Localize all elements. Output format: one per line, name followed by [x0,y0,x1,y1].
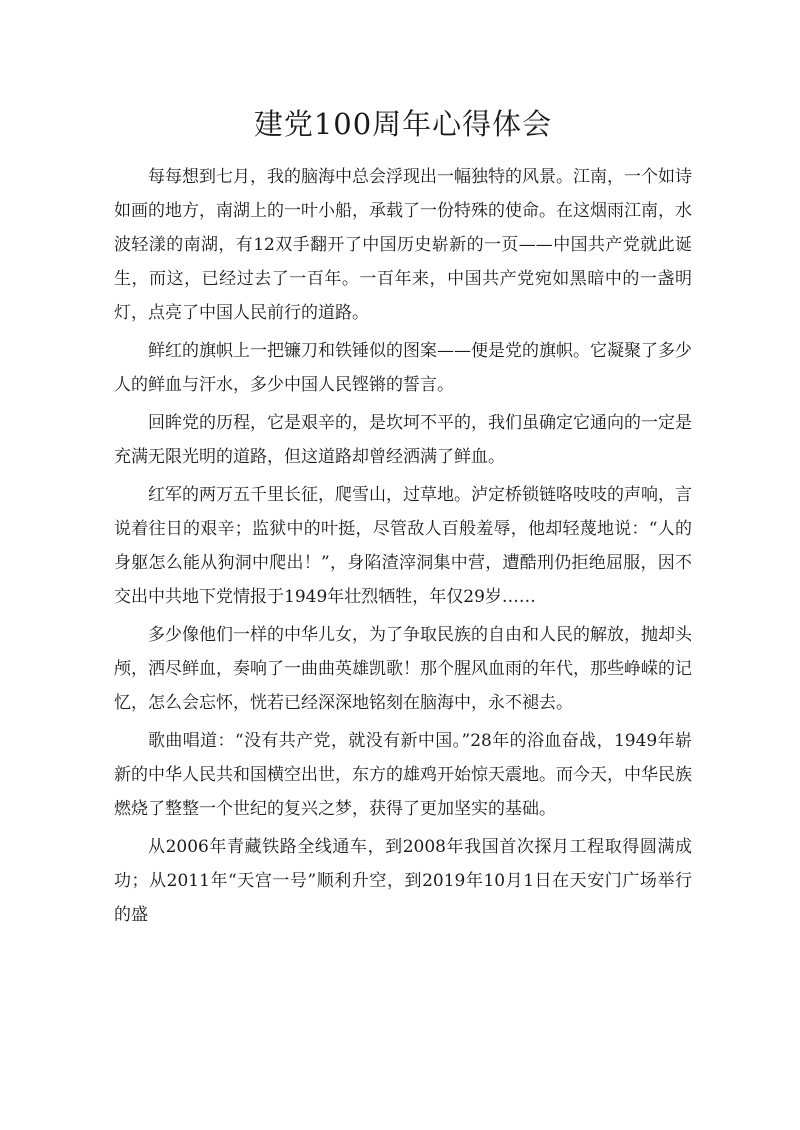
paragraph-1: 每每想到七月，我的脑海中总会浮现出一幅独特的风景。江南，一个如诗如画的地方，南湖上的一叶小船，承载了一份特殊的使命。在这烟雨江南，水波轻漾的南湖，有12双手翻开了中国历史崭新的一页——中国共产党就此诞生，而这，已经过去了一百年。一百年来，中国共产党宛如黑暗中的一盏明灯，点亮了中国人民前行的道路。 [114,167,692,323]
paragraph-5: 多少像他们一样的中华儿女，为了争取民族的自由和人民的解放，抛却头颅，洒尽鲜血，奏响了一曲曲英雄凯歌！那个腥风血雨的年代，那些峥嵘的记忆，怎么会忘怀，恍若已经深深地铭刻在脑海中，永不褪去。 [114,625,692,713]
document-title: 建党100周年心得体会 [253,107,553,141]
paragraph-3: 回眸党的历程，它是艰辛的，是坎坷不平的，我们虽确定它通向的一定是充满无限光明的道路，但这道路却曾经洒满了鲜血。 [114,413,692,467]
paragraph-7: 从2006年青藏铁路全线通车，到2008年我国首次探月工程取得圆满成功；从2011年“天宫一号”顺利升空，到2019年10月1日在天安门广场举行的盛 [114,837,692,925]
paragraph-4: 红军的两万五千里长征，爬雪山，过草地。泸定桥锁链咯吱吱的声响，言说着往日的艰辛；监狱中的叶挺，尽管敌人百般羞辱，他却轻蔑地说：“人的身躯怎么能从狗洞中爬出！”，身陷渣滓洞集中营，遭酷刑仍拒绝屈服，因不交出中共地下党情报于1949年壮烈牺牲，年仅29岁…… [114,485,692,607]
paragraph-2: 鲜红的旗帜上一把镰刀和铁锤似的图案——便是党的旗帜。它凝聚了多少人的鲜血与汗水，多少中国人民铿锵的誓言。 [114,341,692,395]
paragraph-6: 歌曲唱道：“没有共产党，就没有新中国。”28年的浴血奋战，1949年崭新的中华人民共和国横空出世，东方的雄鸡开始惊天震地。而今天，中华民族燃烧了整整一个世纪的复兴之梦，获得了更加坚实的基础。 [114,731,692,819]
